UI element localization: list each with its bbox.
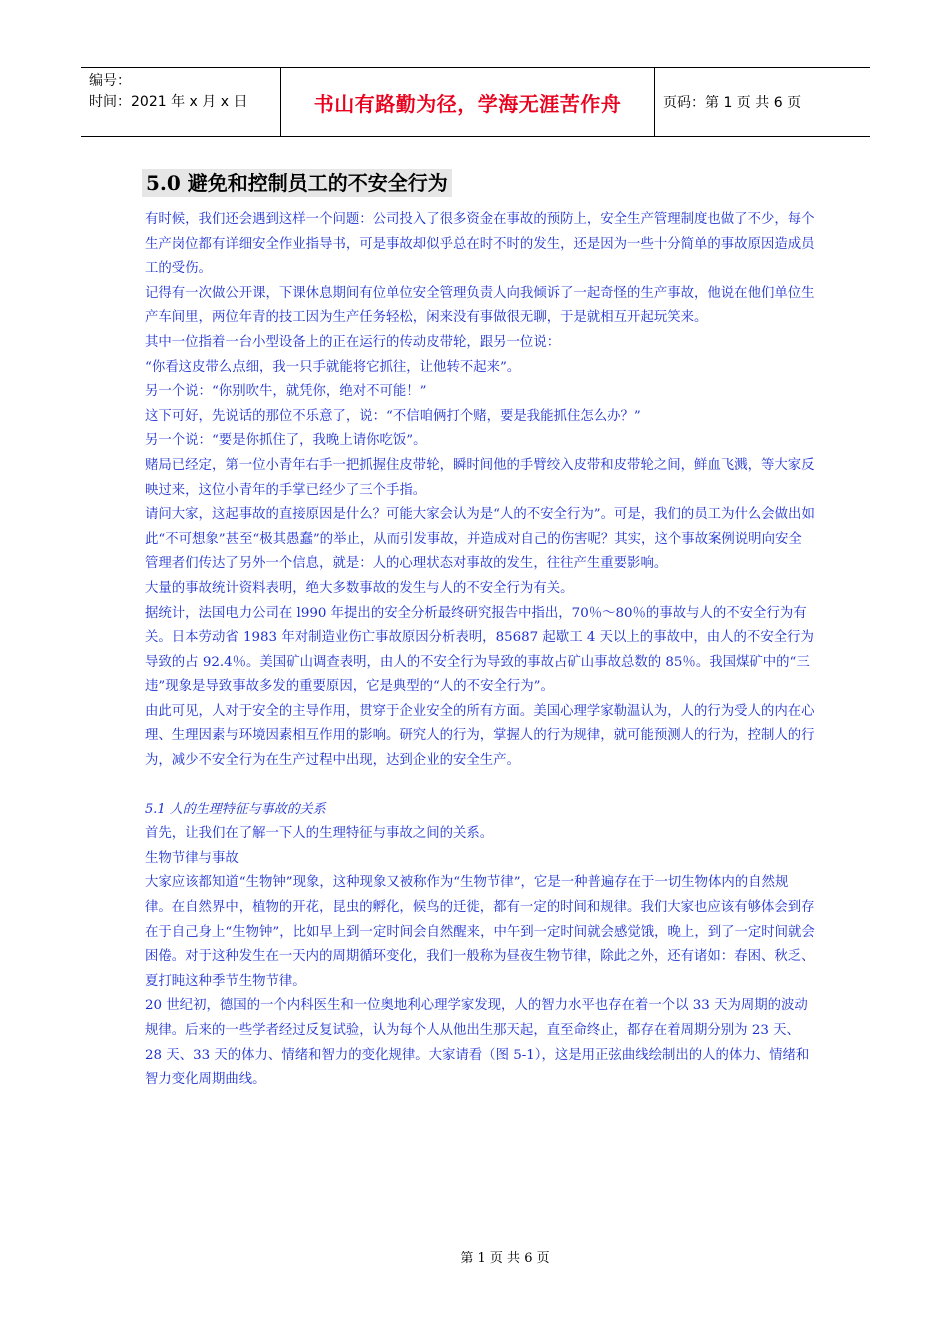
- page-header: [81, 67, 870, 137]
- section-paragraph: 首先，让我们在了解一下人的生理特征与事故之间的关系。: [145, 826, 494, 842]
- header-page-info: 页码：第 1 页 共 6 页: [663, 95, 802, 111]
- paragraph: 另一个说：“你别吹牛，就凭你，绝对不可能！”: [145, 384, 427, 400]
- paragraph: 记得有一次做公开课，下课休息期间有位单位安全管理负责人向我倾诉了一起奇怪的生产事故，他说在他们单位生产车间里，两位年青的技工因为生产任务轻松，闲来没有事做很无聊，于是就相互开起玩笑来。: [145, 285, 815, 326]
- paragraph: 赌局已经定，第一位小青年右手一把抓握住皮带轮，瞬时间他的手臂绞入皮带和皮带轮之间，鲜血飞溅，等大家反映过来，这位小青年的手掌已经少了三个手指。: [145, 457, 815, 498]
- paragraph: “你看这皮带么点细，我一只手就能将它抓往，让他转不起来”。: [145, 359, 521, 375]
- header-time-label: 时间：2021 年 x 月 x 日: [89, 94, 248, 110]
- paragraph: 由此可见，人对于安全的主导作用，贯穿于企业安全的所有方面。美国心理学家勒温认为，人的行为受人的内在心理、生理因素与环境因素相互作用的影响。研究人的行为，掌握人的行为规律，就可能预测人的行为，控制人的行为，减少不安全行为在生产过程中出现，达到企业的安全生产。: [145, 703, 815, 769]
- paragraph: 据统计，法国电力公司在 l990 年提出的安全分析最终研究报告中指出，70％～80％的事故与人的不安全行为有关。日本劳动省 1983 年对制造业伤亡事故原因分析表明，85687 起歇工 4 天以上的事故中，由人的不安全行为导致的占 92.4％。美国矿山调查表明，由人的不安全行为导致的事故占矿山事故总数的 85％。我国煤矿中的“三违”现象是导致事故多发的重要原因，它是典型的“人的不安全行为”。: [145, 605, 814, 695]
- paragraph: 这下可好，先说话的那位不乐意了，说：“不信咱俩打个赌，要是我能抓住怎么办？”: [145, 408, 641, 424]
- paragraph: 大量的事故统计资料表明，绝大多数事故的发生与人的不安全行为有关。: [145, 580, 574, 596]
- paragraph: 其中一位指着一台小型设备上的正在运行的传动皮带轮，跟另一位说：: [145, 334, 561, 350]
- section-heading: 5.1 人的生理特征与事故的关系: [145, 801, 326, 817]
- paragraph: 另一个说：“要是你抓住了，我晚上请你吃饭”。: [145, 433, 427, 449]
- header-motto: 书山有路勤为径，学海无涯苦作舟: [281, 68, 655, 136]
- section-paragraph: 20 世纪初，德国的一个内科医生和一位奥地利心理学家发现，人的智力水平也存在着一个以 33 天为周期的波动规律。后来的一些学者经过反复试验，认为每个人从他出生那天起，直至命终止，都存在着周期分别为 23 天、28 天、33 天的体力、情绪和智力的变化规律。大家请看（图 5-1），这是用正弦曲线绘制出的人的体力、情绪和智力变化周期曲线。: [145, 998, 810, 1088]
- document-body: [145, 208, 815, 1093]
- paragraph: 请问大家，这起事故的直接原因是什么？可能大家会认为是“人的不安全行为”。可是，我们的员工为什么会做出如此“不可想象”甚至“极其愚蠢”的举止，从而引发事故，并造成对自己的伤害呢？其实，这个事故案例说明向安全管理者们传达了另外一个信息，就是：人的心理状态对事故的发生，往往产生重要影响。: [145, 507, 815, 572]
- header-number-label: 编号：: [89, 73, 131, 89]
- section-paragraph: 大家应该都知道“生物钟”现象，这种现象又被称作为“生物节律”，它是一种普遍存在于一切生物体内的自然规律。在自然界中，植物的开花，昆虫的孵化，候鸟的迁徙，都有一定的时间和规律。我们大家也应该有够体会到存在于自己身上“生物钟”，比如早上到一定时间会自然醒来，中午到一定时间就会感觉饿，晚上，到了一定时间就会困倦。对于这种发生在一天内的周期循环变化，我们一般称为昼夜生物节律，除此之外，还有诸如：春困、秋乏、夏打盹这种季节生物节律。: [145, 875, 815, 989]
- page-footer: 第 1 页 共 6 页: [460, 1251, 550, 1266]
- document-title: 5.0 避免和控制员工的不安全行为: [142, 169, 452, 197]
- section-subheading: 生物节律与事故: [145, 850, 239, 866]
- paragraph: 有时候，我们还会遇到这样一个问题：公司投入了很多资金在事故的预防上，安全生产管理制度也做了不少，每个生产岗位都有详细安全作业指导书，可是事故却似乎总在时不时的发生，还是因为一些十分简单的事故原因造成员工的受伤。: [145, 212, 815, 277]
- header-meta: [81, 68, 281, 136]
